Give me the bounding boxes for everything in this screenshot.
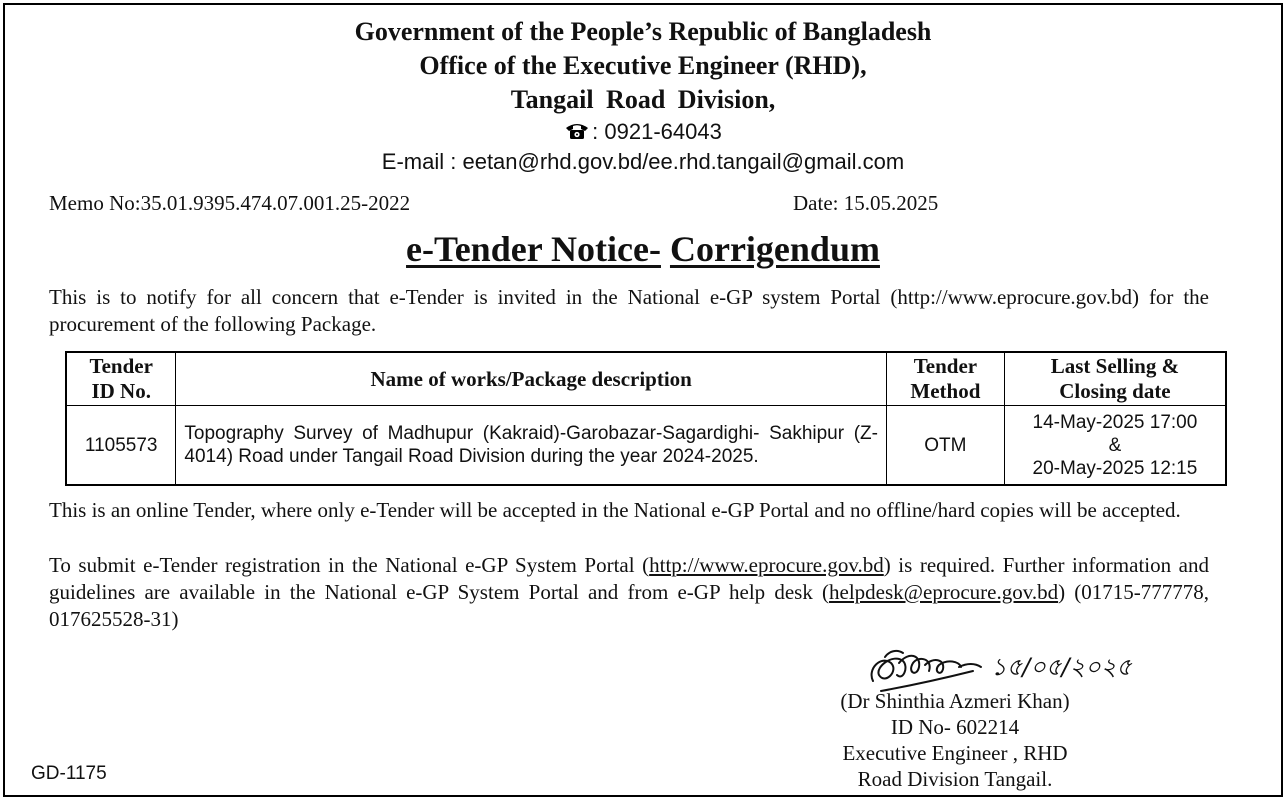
- signatory-name: (Dr Shinthia Azmeri Khan): [840, 689, 1070, 713]
- phone-number: : 0921-64043: [592, 119, 722, 144]
- tender-notice-document: [3, 3, 1283, 797]
- signatory-block: [795, 688, 1115, 792]
- telephone-icon: [564, 119, 590, 139]
- footer-code: GD-1175: [31, 763, 107, 784]
- helpdesk-email-link[interactable]: helpdesk@eprocure.gov.bd: [829, 580, 1059, 604]
- header-tender-id: Tender ID No.: [66, 352, 176, 406]
- signatory-office: Road Division Tangail.: [857, 767, 1053, 791]
- header-package-description: Name of works/Package description: [176, 352, 887, 406]
- division-heading: Tangail Road Division,: [510, 85, 776, 114]
- handwritten-signature: [863, 641, 1203, 695]
- package-description-cell: Topography Survey of Madhupur (Kakraid)-Garobazar-Sagardighi- Sakhipur (Z-4014) Road under Tangail Road Division during the year 2024-2025.: [176, 406, 887, 486]
- tender-method-cell: OTM: [886, 406, 1004, 486]
- title-part-2: Corrigendum: [669, 229, 880, 269]
- eprocure-link[interactable]: http://www.eprocure.gov.bd: [649, 553, 884, 577]
- office-heading: Office of the Executive Engineer (RHD),: [419, 51, 867, 80]
- table-header-row: [66, 352, 1226, 406]
- date-separator: &: [1108, 434, 1122, 456]
- memo-number: Memo No:35.01.9395.474.07.001.25-2022: [49, 191, 411, 215]
- signatory-designation: Executive Engineer , RHD: [842, 741, 1068, 765]
- submit-text-middle: ) is required. Further information and guidelines are available in the National e-GP System Portal and from e-GP help desk (: [49, 553, 1209, 604]
- online-tender-note: This is an online Tender, where only e-Tender will be accepted in the National e-GP Portal and no offline/hard copies will be accepted.: [49, 498, 1181, 522]
- signatory-id: ID No- 602214: [890, 715, 1020, 739]
- letterhead: [5, 15, 1281, 177]
- submit-text-end: ) (01715-777778, 017625528-31): [49, 580, 1209, 631]
- signature-date: ১৫/০৫/২০২৫: [991, 653, 1132, 681]
- table-row: [66, 406, 1226, 486]
- tender-table: [65, 351, 1227, 486]
- submission-instructions: [49, 552, 1209, 633]
- header-tender-method: Tender Method: [886, 352, 1004, 406]
- email-line: E-mail : eetan@rhd.gov.bd/ee.rhd.tangail@gmail.com: [381, 149, 905, 174]
- title-part-1: e-Tender Notice-: [406, 229, 661, 269]
- memo-date: Date: 15.05.2025: [793, 191, 939, 215]
- phone-line: [5, 117, 1281, 147]
- tender-id-cell: 1105573: [66, 406, 176, 486]
- notice-title: [5, 227, 1281, 271]
- header-closing-date: Last Selling & Closing date: [1004, 352, 1226, 406]
- closing-date-cell: [1004, 406, 1226, 486]
- last-selling-date: 14-May-2025 17:00: [1032, 411, 1198, 433]
- intro-paragraph: This is to notify for all concern that e-Tender is invited in the National e-GP system Portal (http://www.eprocure.gov.bd) for the procurement of the following Package.: [49, 285, 1209, 336]
- government-heading: Government of the People’s Republic of Bangladesh: [354, 17, 932, 46]
- closing-date: 20-May-2025 12:15: [1032, 457, 1198, 479]
- submit-text-start: To submit e-Tender registration in the National e-GP System Portal (: [49, 553, 650, 577]
